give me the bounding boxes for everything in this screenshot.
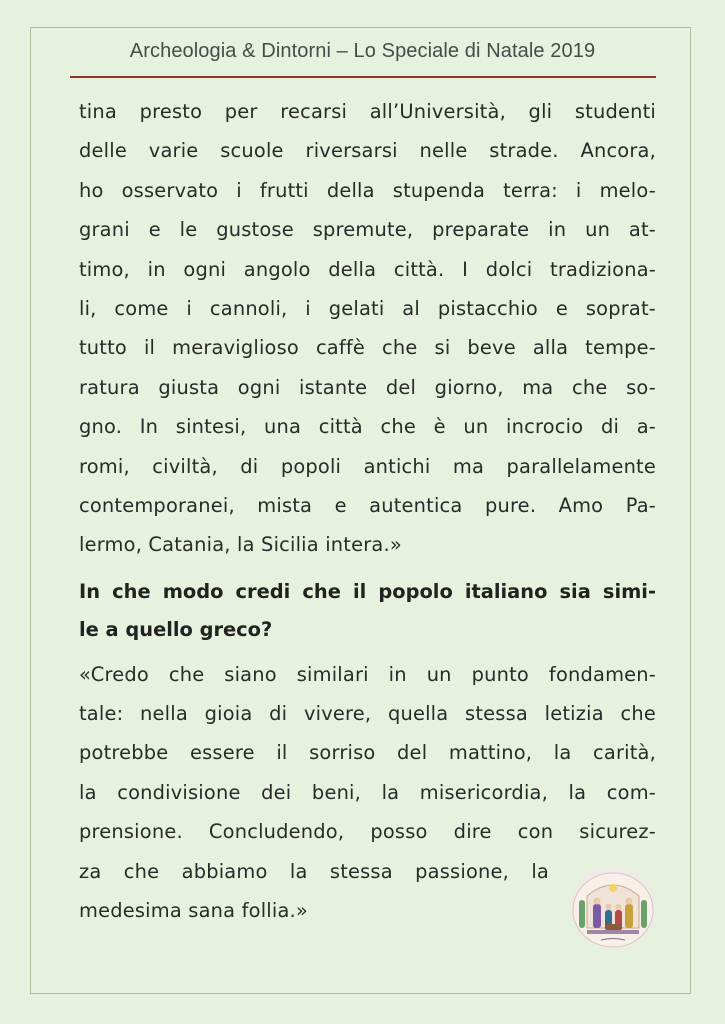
article-body [79, 92, 656, 930]
text-line: la condivisione dei beni, la misericordia, la com- [79, 780, 656, 804]
paragraph-1 [79, 92, 656, 565]
question-line: le a quello greco? [79, 617, 273, 641]
text-line: timo, in ogni angolo della città. I dolci tradiziona- [79, 257, 656, 281]
text-line: grani e le gustose spremute, preparate in un at- [79, 218, 656, 242]
question-line: In che modo credi che il popolo italiano sia simi- [79, 579, 656, 603]
text-line: tina presto per recarsi all’Università, gli studenti [79, 100, 656, 123]
text-line: ratura giusta ogni istante del giorno, ma che so- [79, 375, 656, 399]
text-line: contemporanei, mista e autentica pure. Amo Pa- [79, 493, 656, 517]
text-line: li, come i cannoli, i gelati al pistacchio e soprat- [79, 296, 656, 320]
text-line: delle varie scuole riversarsi nelle strade. Ancora, [79, 139, 656, 163]
text-line: prensione. Concludendo, posso dire con sicurez- [79, 820, 656, 844]
text-line: medesima sana follia.» [79, 899, 308, 923]
text-line: potrebbe essere il sorriso del mattino, la carità, [79, 741, 656, 765]
text-line: lermo, Catania, la Sicilia intera.» [79, 533, 402, 557]
nativity-medallion-icon [565, 866, 661, 954]
spacer [79, 565, 656, 573]
text-line: za che abbiamo la stessa passione, la [79, 859, 549, 883]
text-line: romi, civiltà, di popoli antichi ma parallelamente [79, 454, 656, 478]
text-line: ho osservato i frutti della stupenda terra: i melo- [79, 178, 656, 202]
interview-question [79, 573, 656, 649]
text-line: tale: nella gioia di vivere, quella stessa letizia che [79, 702, 656, 726]
page-header-title: Archeologia & Dintorni – Lo Speciale di Natale 2019 [129, 40, 596, 62]
text-line: gno. In sintesi, una città che è un incrocio di a- [79, 415, 656, 439]
text-line: tutto il meraviglioso caffè che si beve alla tempe- [79, 336, 656, 360]
text-line: «Credo che siano similari in un punto fondamen- [79, 662, 656, 686]
header-divider [70, 76, 656, 78]
